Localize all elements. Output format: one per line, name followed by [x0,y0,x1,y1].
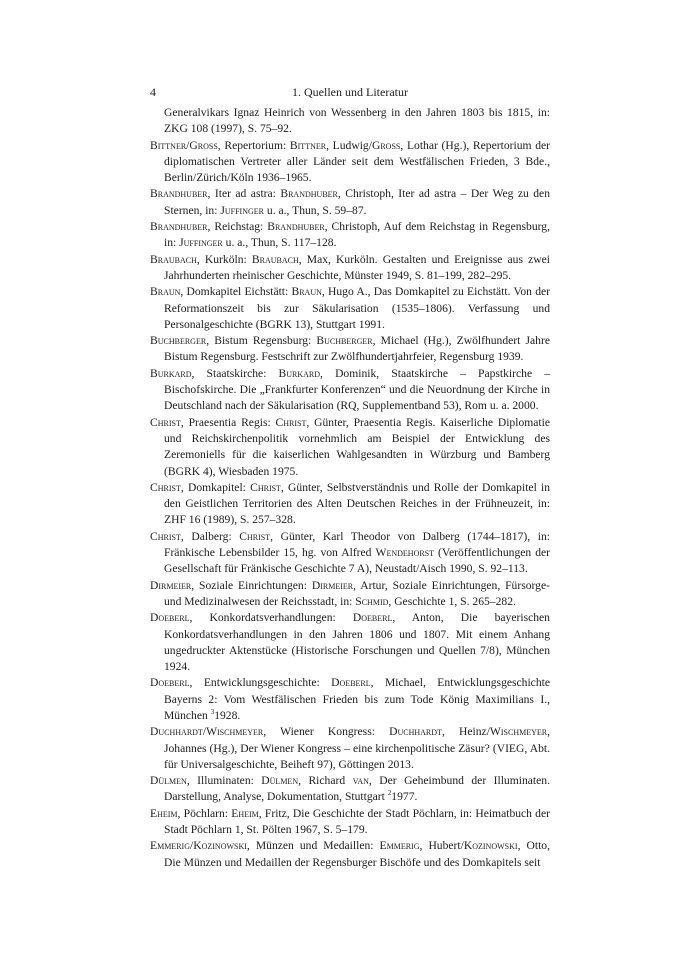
author-name: Doeberl [352,611,393,625]
author-name: Braubach [150,252,197,266]
entry-text: , Geschichte 1, S. 265–282. [388,594,516,608]
entry-text: 1977. [391,790,418,804]
author-name: Christ [150,529,181,543]
entry-text: , Ludwig/ [326,138,372,152]
author-name: Duchhardt [389,725,442,739]
entry-text: , Günter, Karl Theodor von Dalberg (1744–1817), in: Fränkische Lebensbilder 15, hg. von Alfred [164,529,550,560]
author-name: Doeberl [331,676,371,690]
entry-text: , Illuminaten: [186,774,262,788]
entry-text: , Anton, Die bayerischen Konkordatsverhandlungen in den Jahren 1806 und 1807. Mit einem Anhang ungedruckter Aktenstücke (Historische Forschungen und Quellen 7/8), München 1924. [164,611,550,674]
bibliography-entry-eheim [150,806,550,839]
author-name: Brandhuber [267,220,325,234]
entry-text: , Praesentia Regis: [180,415,276,429]
entry-text: , Bistum Regensburg: [206,334,317,348]
entry-text: , Christoph, Iter ad astra – Der Weg zu den Sternen, in: [164,187,550,217]
bibliography-entry-duchhardt [150,724,550,773]
author-name: Christ [150,480,181,494]
edition-superscript: 3 [210,708,215,717]
bibliography-entry-duelmen [150,773,550,806]
author-name: Brandhuber [150,187,208,201]
author-name: Emmerig [379,839,420,853]
author-name: van [352,774,369,788]
author-name: Dülmen [261,774,299,788]
entry-text: , Günter, Praesentia Regis. Kaiserliche Diplomatie und Reichskirchenpolitik vornehmlich am Beispiel der Entwicklung des Zeremoniells für die kaiserlichen Wahlgesandten in Würzburg und Bamberg (BGRK 4), Wiesbaden 1975. [164,415,551,478]
entry-text: , Christoph, Auf dem Reichstag in Regensburg, in: [164,220,550,250]
bibliography-entry-doeberl-konkordat [150,610,550,675]
author-name: Emmerig [150,839,190,853]
entry-text: / [189,839,194,853]
bibliography-entry-christ-domkapitel [150,480,550,529]
entry-text: , Repertorium: [217,138,290,152]
author-name: Dirmeier [311,578,354,592]
bibliography-entry-braun [150,284,550,333]
entry-text: , Richard [298,774,353,788]
document-page [150,84,550,871]
entry-text: , Artur, Soziale Einrichtungen, Fürsorge- und Medizinalwesen der Reichsstadt, in: [164,578,550,608]
author-name: Juffinger [179,236,223,250]
entry-text: , Johannes (Hg.), Der Wiener Kongress – eine kirchenpolitische Zäsur? (VIEG, Abt. für Universalgeschichte, Beiheft 97), Göttingen 2013. [164,725,550,771]
author-name: Buchberger [150,334,207,348]
bibliography-entry-bittner-gross [150,138,550,187]
author-name: Brandhuber [150,220,208,234]
author-name: Dirmeier [150,578,192,592]
bibliography-entry-christ-praesentia [150,415,550,480]
entry-text: , Wiener Kongress: [263,725,390,739]
entry-text: , Otto, Die Münzen und Medaillen der Regensburger Bischöfe und des Domkapitels seit [164,839,550,869]
author-name: Braun [150,285,181,299]
author-name: Juffinger [220,203,264,217]
entry-text: , Staatskirche: [191,366,279,380]
entry-text: (Veröffentlichungen der Gesellschaft für Fränkische Geschichte 7 A), Neustadt/Aisch 1990, S. 92–113. [164,546,551,576]
entry-text: , Michael, Entwicklungsgeschichte Bayerns 2: Vom Westfälischen Frieden bis zum Tode König Maximilians I., München [164,676,550,722]
entry-text: , Lothar (Hg.), Repertorium der diplomatischen Vertreter aller Länder seit dem Westfälischen Frieden, 3 Bde., Berlin/Zürich/Köln 1936–1965. [164,138,551,185]
author-name: Duchhardt [150,725,203,739]
edition-superscript: 2 [387,789,392,798]
author-name: Wendehorst [375,546,435,560]
entry-text: , Michael (Hg.), Zwölfhundert Jahre Bistum Regensburg. Festschrift zur Zwölfhundertjahrfeier, Regensburg 1939. [164,334,550,364]
author-name: Brandhuber [280,187,338,201]
author-name: Braubach [251,252,299,266]
page-number: 4 [150,85,156,99]
author-name: Christ [250,480,281,494]
bibliography-list [150,105,550,871]
author-name: Eheim [231,806,259,820]
entry-text: u. a., Thun, S. 117–128. [222,236,337,250]
entry-text: , Fritz, Die Geschichte der Stadt Pöchlarn, in: Heimatbuch der Stadt Pöchlarn 1, St. Pölten 1967, S. 5–179. [164,806,550,837]
entry-text: , Der Geheimbund der Illuminaten. Darstellung, Analyse, Dokumentation, Stuttgart [164,774,550,804]
entry-text: Generalvikars Ignaz Heinrich von Wessenberg in den Jahren 1803 bis 1815, in: ZKG 108 (1997), S. 75–92. [164,106,550,136]
entry-text: , Max, Kurköln. Gestalten und Ereignisse aus zwei Jahrhunderten rheinischer Geschichte, Münster 1949, S. 81–199, 282–295. [164,252,550,282]
bibliography-entry-emmerig [150,838,550,871]
entry-text: , Soziale Einrichtungen: [191,578,312,592]
entry-text: , Dominik, Staatskirche – Papstkirche – Bischofskirche. Die „Frankfurter Konferenzen“ und die Neuordnung der Kirche in Deutschland nach der Säkularisation (RQ, Supplementband 53), Rom u. a. 2000. [164,366,550,413]
author-name: Burkard [278,366,321,380]
bibliography-entry-christ-dalberg [150,529,550,578]
author-name: Bittner [150,138,187,152]
entry-text: , Kurköln: [196,252,252,266]
bibliography-entry-continued [150,105,550,138]
entry-text: , Münzen und Medaillen: [246,839,380,853]
author-name: Braun [291,285,322,299]
bibliography-entry-doeberl-entwicklung [150,675,550,724]
entry-text: , Hubert/ [419,839,464,853]
author-name: Christ [239,529,271,543]
author-name: Dülmen [150,774,187,788]
author-name: Buchberger [316,334,373,348]
entry-text: , Domkapitel: [180,480,251,494]
author-name: Kozinowski [193,839,247,853]
author-name: Wischmeyer [489,725,548,739]
bibliography-entry-braubach [150,252,550,285]
entry-text: , Iter ad astra: [207,187,281,201]
author-name: Schmid [355,594,389,608]
entry-text: u. a., Thun, S. 59–87. [264,203,367,217]
author-name: Christ [275,415,307,429]
entry-text: , Heinz/ [441,725,490,739]
bibliography-entry-buchberger [150,333,550,366]
author-name: Bittner [289,138,327,152]
running-title: 1. Quellen und Literatur [292,85,408,99]
bibliography-entry-dirmeier [150,578,550,611]
author-name: Doeberl [150,676,190,690]
entry-text: 1928. [214,708,241,722]
entry-text: , Konkordatsverhandlungen: [189,611,353,625]
entry-text: , Domkapitel Eichstätt: [180,285,292,299]
entry-text: , Entwicklungsgeschichte: [189,676,332,690]
entry-text: , Pöchlarn: [177,806,232,820]
bibliography-entry-burkard [150,366,550,415]
entry-text: / [186,138,190,152]
author-name: Wischmeyer [206,725,264,739]
author-name: Eheim [150,806,178,820]
entry-text: , Hugo A., Das Domkapitel zu Eichstätt. Von der Reformationszeit bis zur Säkularisation (1535–1806). Verfassung und Personalgeschichte (BGRK 13), Stuttgart 1991. [164,285,550,331]
author-name: Gross [189,138,218,152]
entry-text: / [202,725,207,739]
entry-text: , Reichstag: [207,220,268,234]
page-header [150,84,550,102]
entry-text: , Günter, Selbstverständnis und Rolle der Domkapitel in den Geistlichen Territorien des Alten Deutschen Reiches in der Frühneuzeit, in: ZHF 16 (1989), S. 257–328. [164,480,550,527]
author-name: Kozinowski [463,839,518,853]
entry-text: , Dalberg: [180,529,240,543]
author-name: Gross [371,138,401,152]
bibliography-entry-brandhuber-reichstag [150,219,550,252]
author-name: Doeberl [150,611,190,625]
author-name: Burkard [150,366,192,380]
author-name: Christ [150,415,181,429]
bibliography-entry-brandhuber-iter [150,186,550,219]
